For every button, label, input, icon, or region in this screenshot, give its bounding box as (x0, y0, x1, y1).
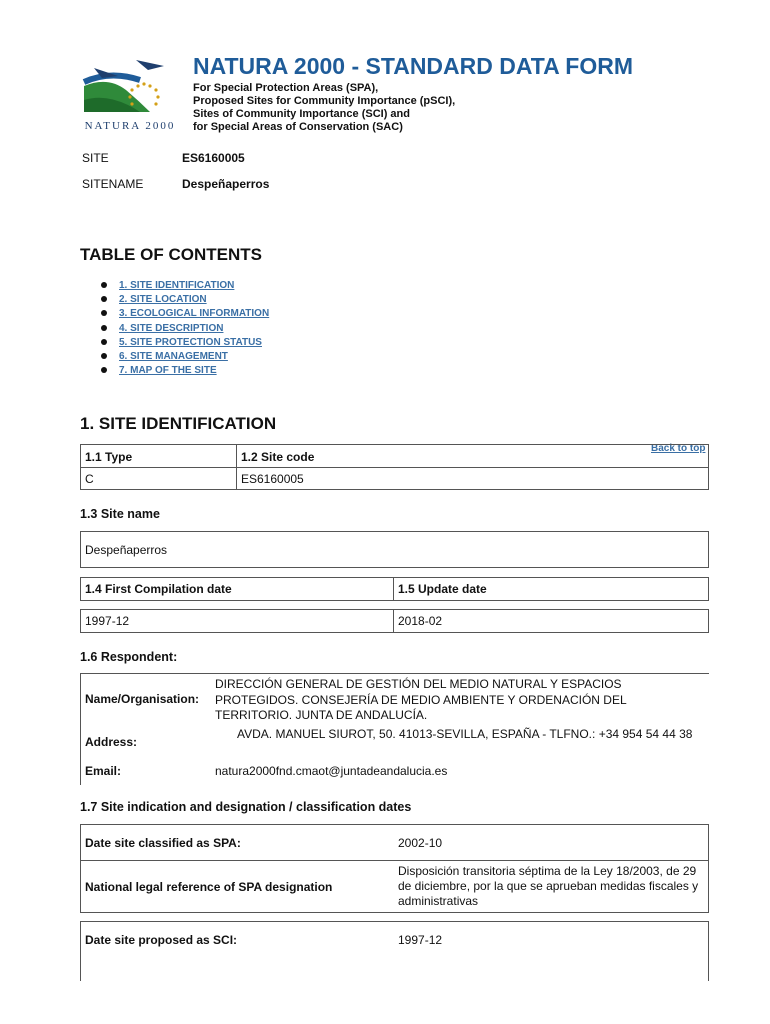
type-value: C (85, 472, 94, 486)
address-value: AVDA. MANUEL SIUROT, 50. 41013-SEVILLA, ESPAÑA - TLFNO.: +34 954 54 44 38 (237, 727, 693, 741)
sci-date-value: 1997-12 (398, 933, 443, 947)
spa-date-value: 2002-10 (398, 836, 443, 850)
address-label: Address: (85, 735, 138, 749)
back-to-top-link[interactable]: Back to top (651, 443, 706, 454)
toc-list (100, 279, 269, 378)
toc-item (100, 364, 269, 378)
spa-date-label: Date site classified as SPA: (85, 836, 241, 850)
toc-item (100, 336, 269, 350)
bullet-icon (101, 353, 107, 359)
dates-value-row (80, 609, 709, 633)
toc-link-site-location[interactable]: 2. SITE LOCATION (119, 294, 207, 306)
toc-link-map-of-the-site[interactable]: 7. MAP OF THE SITE (119, 365, 217, 377)
toc-item (100, 307, 269, 321)
designation-header: 1.7 Site indication and designation / classification dates (80, 800, 412, 814)
page-title: NATURA 2000 - STANDARD DATA FORM (193, 53, 633, 79)
spa-ref-label: National legal reference of SPA designation (85, 880, 333, 894)
subtitle-line: Sites of Community Importance (SCI) and (193, 108, 410, 120)
site-code-value: ES6160005 (241, 472, 304, 486)
natura-2000-logo (80, 50, 184, 134)
sci-date-label: Date site proposed as SCI: (85, 933, 238, 947)
toc-link-ecological-information[interactable]: 3. ECOLOGICAL INFORMATION (119, 308, 270, 320)
update-date-value: 2018-02 (398, 614, 443, 628)
toc-title: TABLE OF CONTENTS (80, 245, 262, 264)
email-label: Email: (85, 764, 122, 778)
toc-link-site-management[interactable]: 6. SITE MANAGEMENT (119, 350, 228, 362)
bullet-icon (101, 282, 107, 288)
org-label: Name/Organisation: (85, 692, 200, 706)
spa-ref-value: Disposición transitoria séptima de la Ley 18/2003, de 29 de diciembre, por la que se aprueban medidas fiscales y administrativas (398, 864, 699, 908)
site-name-header: 1.3 Site name (80, 507, 160, 521)
compilation-date-value: 1997-12 (85, 614, 130, 628)
bullet-icon (101, 367, 107, 373)
toc-item (100, 322, 269, 336)
toc-item (100, 350, 269, 364)
section-1-title: 1. SITE IDENTIFICATION (80, 414, 277, 433)
site-label: SITE (82, 151, 109, 165)
toc-link-site-description[interactable]: 4. SITE DESCRIPTION (119, 322, 224, 334)
update-date-header: 1.5 Update date (398, 582, 487, 596)
bullet-icon (101, 325, 107, 331)
sitename-value: Despeñaperros (182, 177, 270, 191)
site-name-box (80, 531, 709, 568)
site-name-value: Despeñaperros (85, 543, 168, 557)
toc-link-site-protection-status[interactable]: 5. SITE PROTECTION STATUS (119, 336, 262, 348)
site-code-header: 1.2 Site code (241, 450, 315, 464)
bullet-icon (101, 310, 107, 316)
toc-link-site-identification[interactable]: 1. SITE IDENTIFICATION (119, 280, 235, 291)
subtitle-line: For Special Protection Areas (SPA), (193, 82, 379, 94)
toc-item (100, 293, 269, 307)
bullet-icon (101, 339, 107, 345)
bullet-icon (101, 296, 107, 302)
email-value: natura2000fnd.cmaot@juntadeandalucia.es (215, 764, 448, 778)
toc-item (100, 279, 269, 293)
org-value: DIRECCIÓN GENERAL DE GESTIÓN DEL MEDIO NATURAL Y ESPACIOS PROTEGIDOS. CONSEJERÍA DE MEDIO AMBIENTE Y ORDENACIÓN DEL TERRITORIO. JUNTA DE ANDALUCÍA. (215, 677, 627, 722)
logo-lettering: NATURA 2000 (84, 120, 176, 132)
respondent-header: 1.6 Respondent: (80, 650, 178, 664)
subtitle-line: for Special Areas of Conservation (SAC) (193, 121, 403, 133)
compilation-date-header: 1.4 First Compilation date (85, 582, 232, 596)
type-header: 1.1 Type (85, 450, 133, 464)
sci-table (80, 921, 709, 981)
site-value: ES6160005 (182, 151, 245, 165)
subtitle-line: Proposed Sites for Community Importance (pSCI), (193, 95, 456, 107)
sitename-label: SITENAME (82, 177, 144, 191)
